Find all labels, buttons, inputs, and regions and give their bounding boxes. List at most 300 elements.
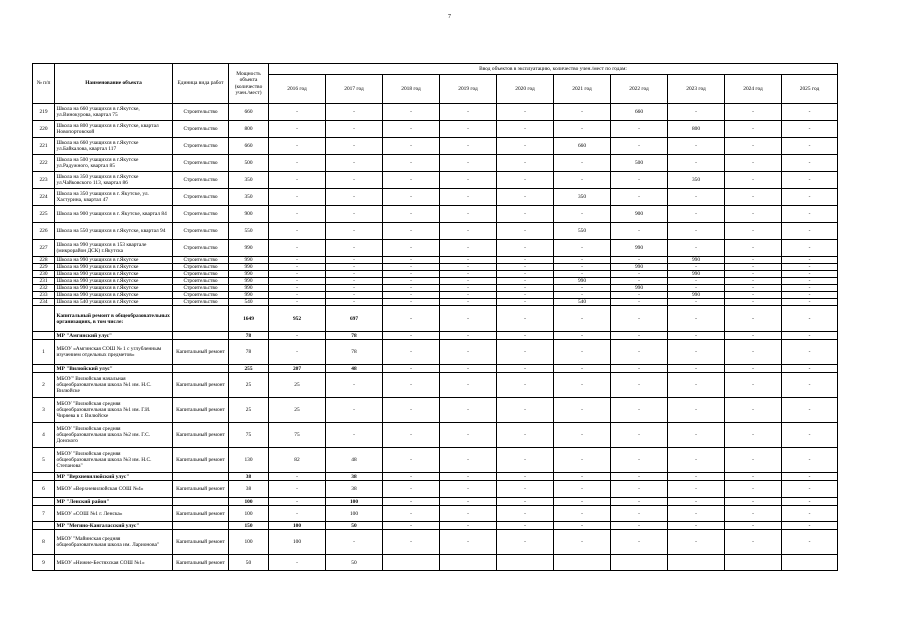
year-value: 25 [269,398,326,423]
year-value: - [611,299,668,306]
year-value: - [326,189,383,206]
year-value: - [782,498,838,506]
table-row [33,155,838,172]
year-value: - [383,264,440,271]
year-value: - [668,223,725,240]
year-value: - [269,104,326,121]
year-value: - [497,299,554,306]
year-value: 990 [611,240,668,257]
year-value: - [383,257,440,264]
year-value: - [326,155,383,172]
year-value: - [269,332,326,340]
year-value: - [497,332,554,340]
object-name: Школа на 990 учащихся в 153 квартале (микрорайон ДСК) г.Якутска [55,240,173,257]
year-value: - [554,292,611,299]
table-row [33,448,838,473]
year-value: - [269,473,326,481]
year-value: 990 [554,278,611,285]
year-value: - [725,306,782,332]
row-number: 231 [33,278,55,285]
row-number [33,332,55,340]
year-value: - [782,340,838,365]
year-value: 100 [269,530,326,555]
year-value: - [383,481,440,498]
year-value: - [497,448,554,473]
year-value: - [725,138,782,155]
year-value: - [383,206,440,223]
year-value: 660 [554,138,611,155]
year-value: - [440,448,497,473]
capacity-value: 50 [229,555,269,571]
work-type: Строительство [173,271,229,278]
year-value: - [497,340,554,365]
year-value: - [554,121,611,138]
year-value: - [383,530,440,555]
year-value: - [725,271,782,278]
year-value: - [725,373,782,398]
year-value: - [383,365,440,373]
row-number: 222 [33,155,55,172]
capacity-value: 75 [229,423,269,448]
year-value: - [782,240,838,257]
year-value: - [326,121,383,138]
year-value: - [326,373,383,398]
year-value: - [269,240,326,257]
row-number: 226 [33,223,55,240]
row-number: 220 [33,121,55,138]
table-row [33,292,838,299]
year-value: - [383,278,440,285]
year-value: - [611,332,668,340]
year-value: - [326,530,383,555]
table-row [33,530,838,555]
object-name: Школа на 550 учащихся в г.Якутске, квартал 94 [55,223,173,240]
year-value: - [269,278,326,285]
year-value: - [554,271,611,278]
year-value: - [554,257,611,264]
year-value: - [554,340,611,365]
year-value: - [326,285,383,292]
year-value: - [668,278,725,285]
year-value: - [725,365,782,373]
year-value: - [725,292,782,299]
year-value: - [554,306,611,332]
year-value: - [554,506,611,522]
year-value: - [782,365,838,373]
year-value: - [611,373,668,398]
year-value: - [383,104,440,121]
year-value: - [725,340,782,365]
year-value: - [440,155,497,172]
year-value: - [497,189,554,206]
table-row [33,138,838,155]
year-value: - [725,104,782,121]
work-type: Строительство [173,172,229,189]
year-value: - [554,448,611,473]
table-row [33,306,838,332]
year-value: - [668,498,725,506]
work-type: Капитальный ремонт [173,506,229,522]
year-value: 75 [269,423,326,448]
work-type: Строительство [173,104,229,121]
year-value: - [383,121,440,138]
year-value: - [554,240,611,257]
capacity-value: 1649 [229,306,269,332]
year-value: - [782,285,838,292]
header-year: 2020 год [497,75,554,104]
row-number: 5 [33,448,55,473]
year-value: - [611,189,668,206]
year-value: - [725,240,782,257]
work-type: Капитальный ремонт [173,555,229,571]
year-value: - [440,299,497,306]
capacity-value: 100 [229,498,269,506]
object-name: Школа на 990 учащихся в г.Якутске [55,285,173,292]
work-type: Капитальный ремонт [173,340,229,365]
year-value: - [326,398,383,423]
year-value: - [326,278,383,285]
work-type: Строительство [173,121,229,138]
object-name: МБОУ «Нижне-Бестяхская СОШ №1» [55,555,173,571]
row-number: 3 [33,398,55,423]
row-number: 234 [33,299,55,306]
object-name: Школа на 350 учащихся в г.Якутске ул.Чайковского 113, квартал 86 [55,172,173,189]
year-value: - [554,264,611,271]
header-year: 2019 год [440,75,497,104]
table-row [33,104,838,121]
year-value [668,555,725,571]
year-value: 25 [269,373,326,398]
year-value: 100 [326,506,383,522]
capacity-value: 990 [229,278,269,285]
year-value: 550 [554,223,611,240]
year-value: 350 [668,172,725,189]
work-type [173,498,229,506]
year-value: - [782,189,838,206]
object-name: МР "Верхневилюйский улус" [55,473,173,481]
object-name: МБОУ «Верхневилюйская СОШ №4» [55,481,173,498]
year-value: - [725,299,782,306]
capacity-value: 660 [229,104,269,121]
object-name: Школа на 660 учащихся в г.Якутске ул.Байкалова, квартал 117 [55,138,173,155]
year-value: - [668,448,725,473]
object-name: МР "Амгинский улус" [55,332,173,340]
year-value: - [668,332,725,340]
year-value: - [383,240,440,257]
year-value: - [269,285,326,292]
capacity-value: 255 [229,365,269,373]
year-value: - [440,104,497,121]
year-value: - [725,530,782,555]
year-value: - [782,332,838,340]
header-year: 2023 год [668,75,725,104]
year-value: - [326,223,383,240]
year-value: 990 [668,271,725,278]
table-row [33,121,838,138]
row-number: 221 [33,138,55,155]
table-row [33,206,838,223]
year-value: - [497,155,554,172]
row-number: 233 [33,292,55,299]
capacity-value: 78 [229,340,269,365]
year-value: - [497,271,554,278]
work-type: Строительство [173,138,229,155]
year-value: - [269,481,326,498]
year-value: - [725,332,782,340]
capacity-value: 800 [229,121,269,138]
work-type: Капитальный ремонт [173,530,229,555]
year-value: - [440,271,497,278]
year-value: - [326,240,383,257]
year-value: - [440,398,497,423]
year-value: - [440,240,497,257]
year-value: - [782,206,838,223]
row-number: 219 [33,104,55,121]
year-value: - [782,223,838,240]
table-row [33,285,838,292]
year-value: - [497,481,554,498]
year-value: - [725,423,782,448]
year-value: - [440,498,497,506]
year-value: - [782,448,838,473]
year-value: - [611,481,668,498]
year-value: - [668,104,725,121]
year-value: 800 [668,121,725,138]
page-number: 7 [448,14,451,20]
year-value: 207 [269,365,326,373]
year-value: - [668,206,725,223]
year-value: - [440,172,497,189]
year-value: - [554,104,611,121]
year-value: - [269,271,326,278]
year-value: - [782,104,838,121]
year-value: - [497,285,554,292]
year-value: - [383,138,440,155]
year-value: - [782,398,838,423]
year-value: - [554,155,611,172]
capacity-value: 38 [229,473,269,481]
year-value: 990 [611,285,668,292]
year-value: - [782,121,838,138]
header-year: 2022 год [611,75,668,104]
year-value [440,555,497,571]
object-name: Школа на 900 учащихся в г. Якутске, квартал 84 [55,206,173,223]
work-type: Капитальный ремонт [173,373,229,398]
year-value: - [269,506,326,522]
object-name: МР "Ленский район" [55,498,173,506]
year-value: - [269,264,326,271]
year-value: - [554,530,611,555]
year-value: - [497,473,554,481]
header-years-group: Ввод объектов в эксплуатацию, количество учен./мест по годам: [269,64,838,75]
year-value: - [383,332,440,340]
year-value: - [725,172,782,189]
table-row [33,332,838,340]
year-value: - [611,223,668,240]
year-value: - [383,498,440,506]
year-value: - [383,189,440,206]
row-number: 229 [33,264,55,271]
year-value: - [725,522,782,530]
year-value: - [668,365,725,373]
year-value: - [725,448,782,473]
table-row [33,189,838,206]
year-value: - [611,506,668,522]
year-value: - [269,121,326,138]
row-number: 1 [33,340,55,365]
year-value: - [668,481,725,498]
year-value: - [554,522,611,530]
object-name: Школа на 990 учащихся в г.Якутске [55,271,173,278]
year-value [383,555,440,571]
year-value: - [497,398,554,423]
year-value: - [554,373,611,398]
year-value: - [668,240,725,257]
year-value: 82 [269,448,326,473]
year-value: - [383,448,440,473]
year-value: - [497,104,554,121]
row-number: 9 [33,555,55,571]
year-value: - [668,299,725,306]
year-value: - [440,264,497,271]
year-value: - [668,473,725,481]
work-type: Капитальный ремонт [173,448,229,473]
table-row [33,423,838,448]
year-value: - [497,423,554,448]
year-value: - [383,506,440,522]
year-value: - [611,271,668,278]
year-value: 50 [326,522,383,530]
work-type [173,365,229,373]
year-value: - [383,373,440,398]
year-value: - [782,522,838,530]
capacity-value: 150 [229,522,269,530]
row-number: 7 [33,506,55,522]
year-value: - [440,306,497,332]
object-name: МБОУ" Вилюйская начальная общеобразовательная школа №1 им. Н.С. Вилюйске [55,373,173,398]
year-value [554,555,611,571]
object-name: МБОУ "Вилюйская средняя общеобразовательная школа №3 им. Н.С. Степанова" [55,448,173,473]
year-value: - [269,555,326,571]
year-value: - [383,285,440,292]
year-value: - [668,138,725,155]
year-value: - [383,299,440,306]
work-type: Строительство [173,206,229,223]
year-value: - [668,155,725,172]
capacity-value: 100 [229,506,269,522]
year-value: - [326,423,383,448]
object-name: МБОУ "Майинская средняя общеобразовательная школа им. Ларионова" [55,530,173,555]
year-value: - [668,306,725,332]
year-value: - [554,398,611,423]
year-value: - [782,506,838,522]
year-value: 48 [326,448,383,473]
capacity-value: 900 [229,206,269,223]
year-value: 48 [326,365,383,373]
year-value: - [269,498,326,506]
year-value: 952 [269,306,326,332]
header-year: 2021 год [554,75,611,104]
year-value: 38 [326,481,383,498]
year-value: - [269,257,326,264]
work-type [173,332,229,340]
year-value: 50 [326,555,383,571]
capacity-value: 990 [229,257,269,264]
object-name: Капитальный ремонт в общеобразовательных организациях, в том числе: [55,306,173,332]
work-type [173,473,229,481]
table-row [33,299,838,306]
year-value: - [497,223,554,240]
year-value: - [668,530,725,555]
year-value: - [611,340,668,365]
year-value: - [440,138,497,155]
year-value: - [269,155,326,172]
capacity-value: 990 [229,271,269,278]
year-value: - [782,172,838,189]
year-value: 78 [326,332,383,340]
work-type: Строительство [173,278,229,285]
year-value: - [497,240,554,257]
year-value: - [440,365,497,373]
year-value: - [782,257,838,264]
year-value: - [611,121,668,138]
year-value: - [668,522,725,530]
capacity-value: 990 [229,292,269,299]
table-row [33,498,838,506]
year-value: - [269,223,326,240]
year-value: - [497,121,554,138]
object-name: Школа на 990 учащихся в г.Якутске [55,264,173,271]
header-num: № п/п [33,64,55,104]
year-value: - [326,138,383,155]
year-value: - [782,138,838,155]
year-value: - [611,498,668,506]
year-value: - [611,398,668,423]
year-value: - [383,473,440,481]
header-unit: Единица вида работ [173,64,229,104]
year-value: - [611,448,668,473]
year-value: - [440,481,497,498]
row-number: 4 [33,423,55,448]
year-value: - [383,306,440,332]
table-row [33,506,838,522]
work-type: Строительство [173,285,229,292]
year-value: - [497,506,554,522]
year-value: - [497,278,554,285]
year-value: - [326,271,383,278]
year-value: - [725,257,782,264]
year-value: - [554,481,611,498]
row-number: 230 [33,271,55,278]
year-value: - [383,398,440,423]
year-value: - [554,473,611,481]
year-value: - [782,473,838,481]
row-number: 232 [33,285,55,292]
work-type: Строительство [173,264,229,271]
header-year: 2018 год [383,75,440,104]
work-type: Строительство [173,155,229,172]
year-value: - [554,423,611,448]
objects-table [32,63,838,571]
year-value: - [725,223,782,240]
year-value: - [782,264,838,271]
year-value: - [497,498,554,506]
capacity-value: 500 [229,155,269,172]
year-value [497,555,554,571]
row-number [33,365,55,373]
year-value: 990 [668,292,725,299]
year-value: 990 [668,257,725,264]
